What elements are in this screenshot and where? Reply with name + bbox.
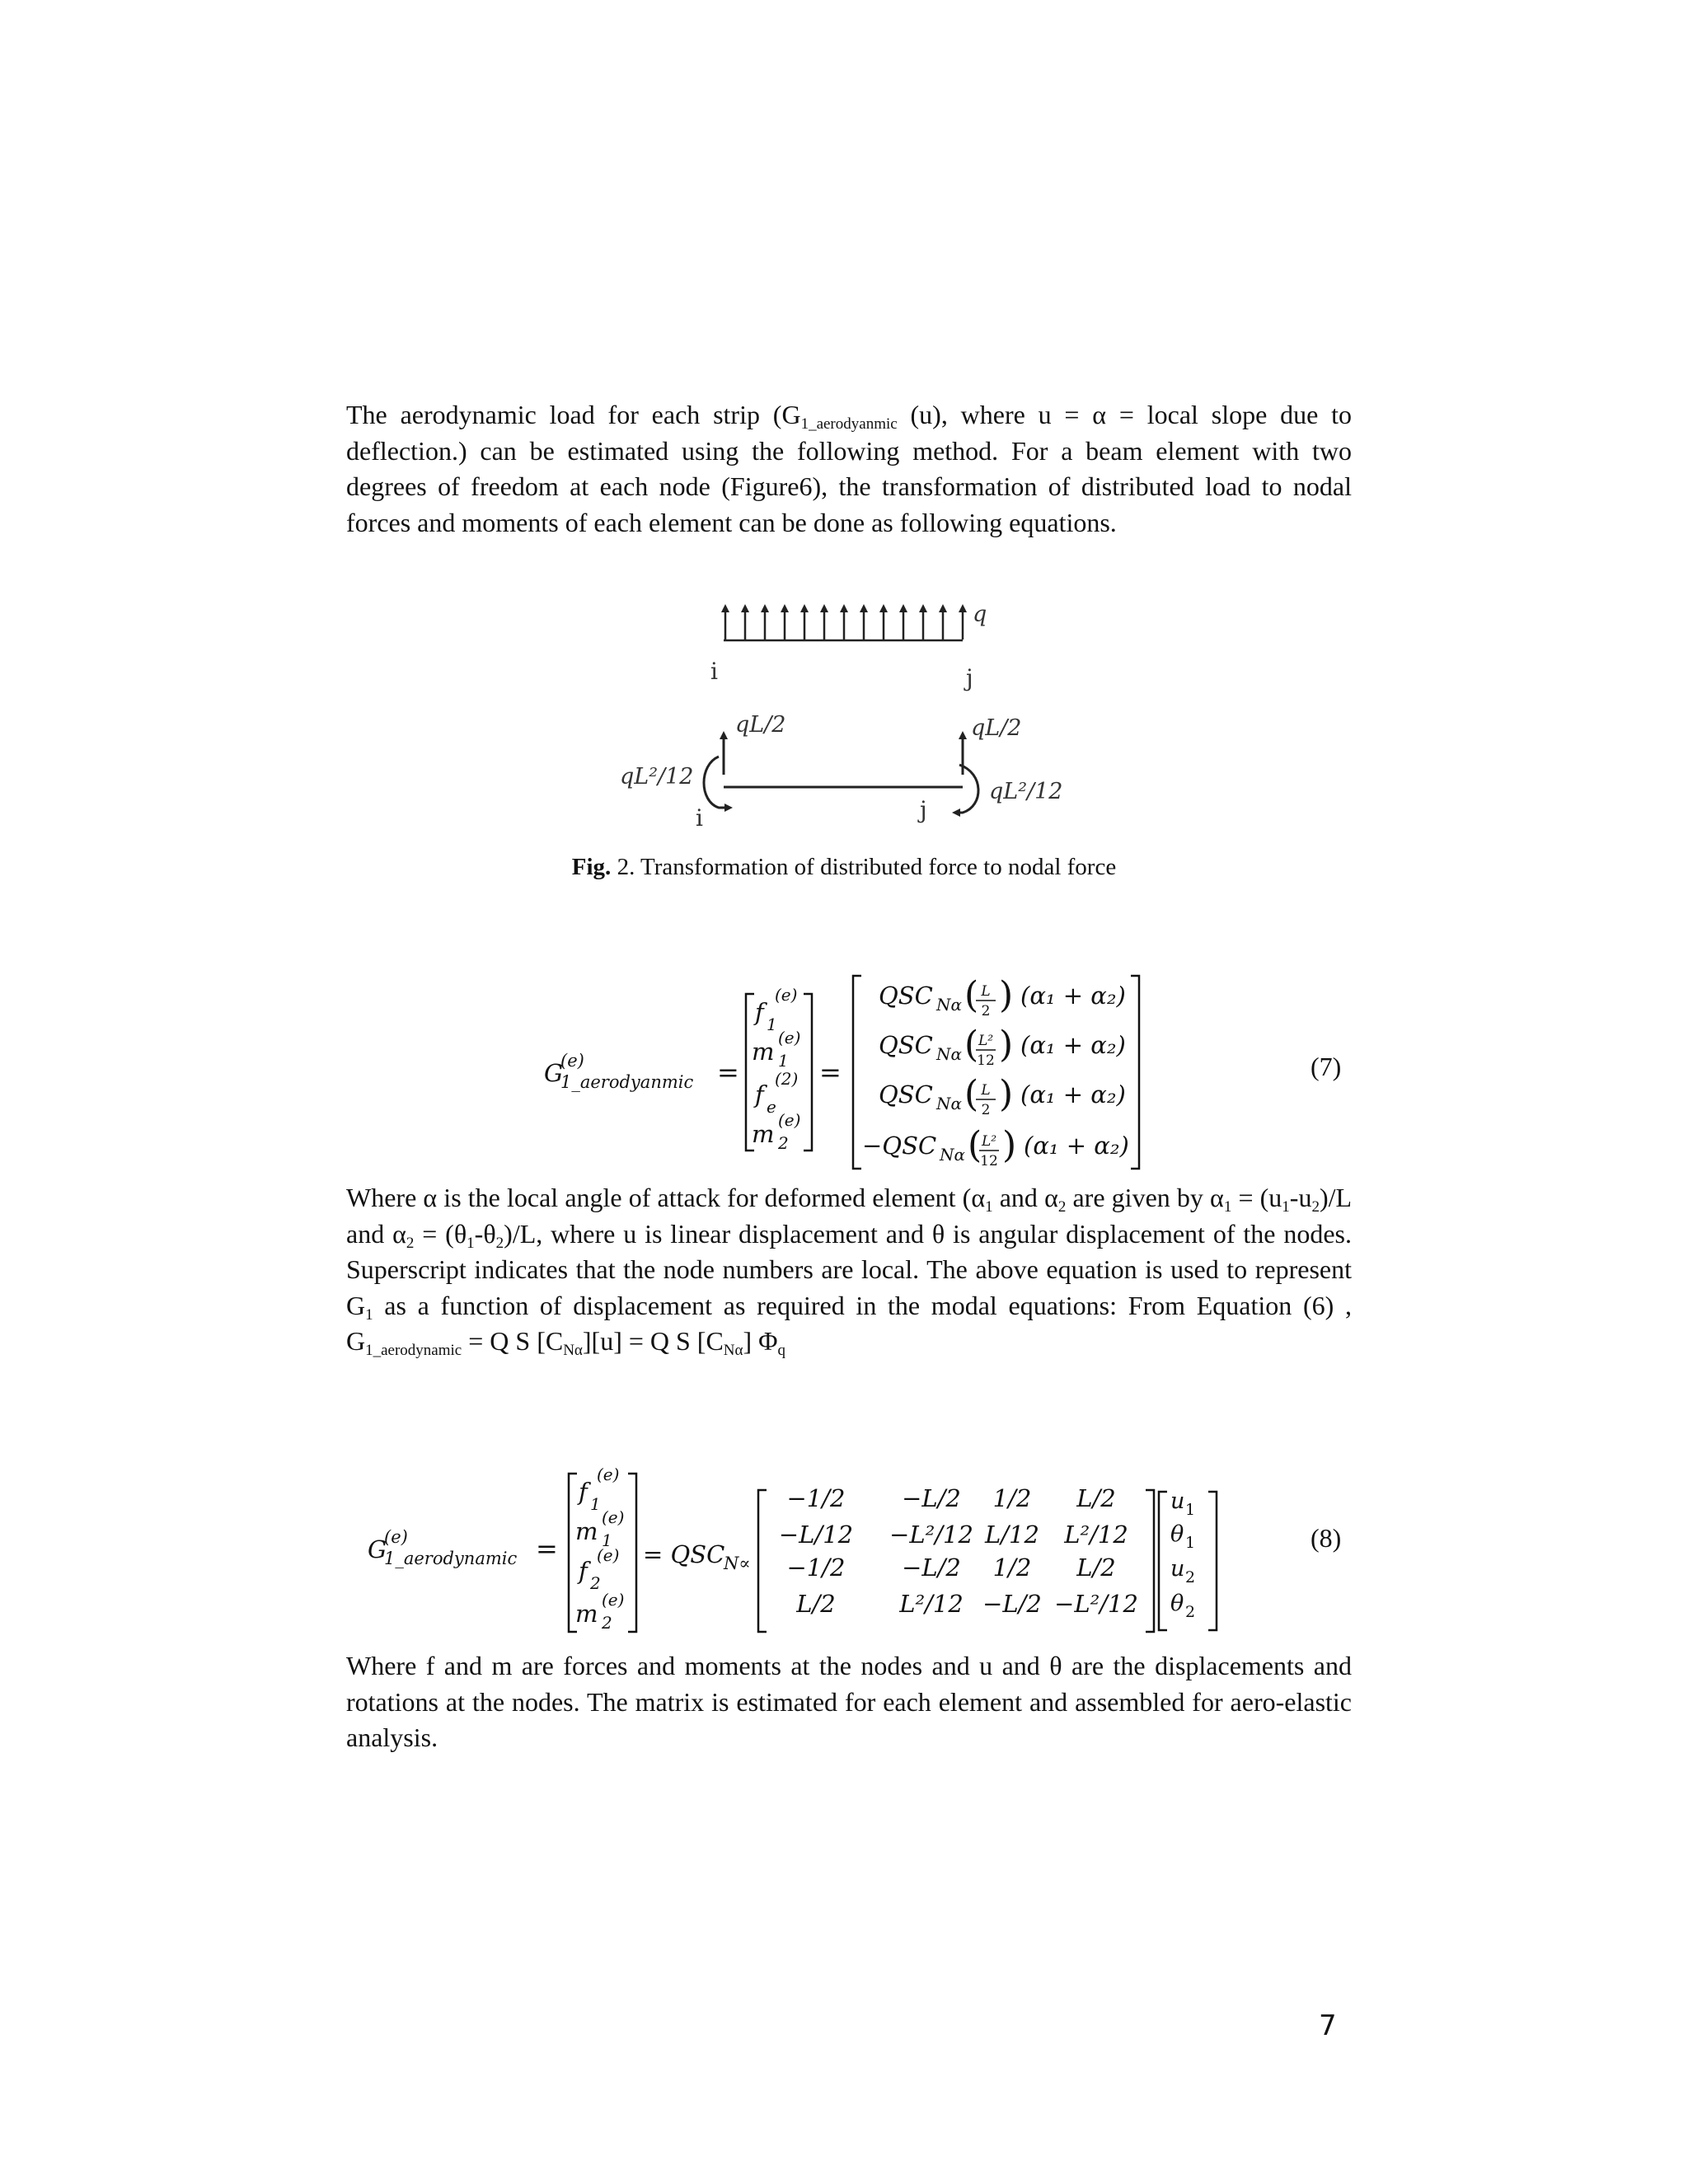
equation-7 bbox=[0, 956, 1688, 1179]
eq7-vec-f2-sup: (2) bbox=[775, 1069, 799, 1089]
eq8-matrix-cell: L²/12 bbox=[899, 1590, 964, 1618]
equation-8-number: (8) bbox=[1311, 1523, 1342, 1553]
eq8-uvec-base: u bbox=[1170, 1488, 1185, 1514]
eq8-matrix-cell: −L²/12 bbox=[889, 1521, 973, 1549]
eq8-lhs-sub: 1_aerodynamic bbox=[384, 1549, 518, 1568]
eq7-vec-f2-base: f bbox=[755, 1080, 764, 1108]
eq8-matrix-cell: −1/2 bbox=[786, 1484, 846, 1512]
eq7-frac-den: 2 bbox=[981, 1102, 991, 1118]
eq7-row-sub: Nα bbox=[936, 1044, 963, 1064]
eq7-paren-close: ) bbox=[999, 1073, 1014, 1115]
eq7-frac-num: L² bbox=[981, 1133, 997, 1150]
eq7-matrix-bracket-right bbox=[1131, 976, 1139, 1169]
eq7-vec-m1-sub: 1 bbox=[778, 1051, 789, 1071]
load-arrows bbox=[725, 608, 963, 640]
eq7-row-tail: (α₁ + α₂) bbox=[1020, 1031, 1126, 1059]
eq7-lhs-G: G bbox=[544, 1059, 564, 1087]
eq7-vec-f1-base: f bbox=[755, 998, 764, 1026]
eq7-row-prefix: QSC bbox=[879, 1080, 933, 1108]
label-i-bottom: i bbox=[696, 804, 703, 832]
eq8-lhs-G: G bbox=[368, 1535, 387, 1563]
paragraph-conclusion: Where f and m are forces and moments at the nodes and u and θ are the displacements and rotations at the nodes. The matrix is estimated for each element and assembled for aero-elastic analysis. bbox=[346, 1651, 1352, 1752]
eq7-row-sub: Nα bbox=[936, 1094, 963, 1113]
eq8-lhs-sup: (e) bbox=[384, 1527, 408, 1547]
paragraph-intro: The aerodynamic load for each strip ($G_{1\_aerodyanmic}$ (u), where u = α = local slope due to deflection.) can be estimated using the following method. For a beam element with two degrees of freedom at each node (Figure6), the transformation of distributed load to nodal forces and moments of each element can be done as following equations. bbox=[346, 400, 1353, 537]
eq7-equals-1: = bbox=[717, 1057, 739, 1088]
eq7-paren-close: ) bbox=[999, 1024, 1014, 1066]
moment-arrow-right bbox=[956, 765, 978, 813]
label-moment-left: qL²/12 bbox=[620, 764, 694, 790]
eq7-paren-close: ) bbox=[1002, 1124, 1017, 1166]
eq7-vec-m2-sup: (e) bbox=[778, 1110, 801, 1130]
eq8-matrix-cell: L/12 bbox=[985, 1521, 1039, 1549]
eq8-uvec-sub: 2 bbox=[1185, 1568, 1196, 1586]
eq8-matrix-cell: 1/2 bbox=[992, 1484, 1032, 1512]
eq7-vec-f2-sub: e bbox=[767, 1097, 776, 1117]
label-j-bottom: j bbox=[920, 796, 927, 823]
page-number: 7 bbox=[1319, 2009, 1337, 2042]
eq7-vec-f1-sup: (e) bbox=[775, 985, 798, 1005]
eq8-uvec-base: θ bbox=[1170, 1521, 1184, 1547]
eq8-matrix-cell: L/2 bbox=[1076, 1484, 1116, 1512]
paragraph-alpha-definition: Where α is the local angle of attack for deformed element ($\alpha_1$ and $\alpha_2$ are given by $\alpha_1 = (u_1-u_2)/L$ and $\alpha_2 = (\theta_1-\theta_2)/L$, where u is linear displacement and θ is angular displacement of the nodes. Superscript indicates that the node numbers are local. The above equation is used to represent $G_1$ as a function of displacement as required in the modal equations: From Equation (6) , $G_{1\_aerodynamic} = Q$ S $[C_{N\alpha}][u] = Q$ S $[C_{N\alpha}]$ $\Phi_q$ bbox=[346, 1183, 1353, 1359]
eq7-row-prefix: −QSC bbox=[862, 1132, 937, 1160]
eq8-coef-prefix: = QSC bbox=[643, 1540, 725, 1568]
eq7-paren-open: ( bbox=[964, 974, 979, 1016]
eq8-vec-m2-base: m bbox=[575, 1600, 598, 1628]
eq7-frac-num: L bbox=[981, 1082, 991, 1099]
eq7-rows bbox=[862, 974, 1129, 1169]
eq8-vec-f2-base: f bbox=[579, 1557, 588, 1585]
equation-7-number: (7) bbox=[1311, 1052, 1342, 1081]
figure-caption: Fig. 2. Transformation of distributed force to nodal force bbox=[571, 854, 1117, 880]
eq8-uvec-bracket-left bbox=[1159, 1492, 1167, 1630]
eq7-matrix-bracket-left bbox=[853, 976, 861, 1169]
eq7-vec-m1-sup: (e) bbox=[778, 1028, 801, 1047]
eq8-vec-m1-sup: (e) bbox=[602, 1507, 625, 1527]
eq7-frac-den: 12 bbox=[977, 1052, 995, 1069]
eq8-vec-m1-base: m bbox=[575, 1517, 598, 1545]
eq8-uvec-bracket-right bbox=[1208, 1492, 1217, 1630]
eq7-vec-m1-base: m bbox=[752, 1038, 775, 1066]
eq8-matrix-cell: −L/2 bbox=[902, 1484, 961, 1512]
eq8-matrix-cell: 1/2 bbox=[992, 1554, 1032, 1582]
equation-8 bbox=[0, 1451, 1688, 1648]
label-force-left: qL/2 bbox=[735, 712, 786, 738]
eq8-vec-f1-sub: 1 bbox=[590, 1494, 601, 1514]
eq7-paren-open: ( bbox=[968, 1124, 982, 1166]
eq7-vec-m2-sub: 2 bbox=[778, 1133, 789, 1153]
eq7-frac-den: 12 bbox=[980, 1153, 998, 1169]
eq7-vector-bracket-right bbox=[804, 994, 812, 1151]
eq7-frac-num: L bbox=[981, 983, 991, 1000]
eq7-paren-open: ( bbox=[964, 1073, 979, 1115]
eq8-matrix-cell: L/2 bbox=[796, 1590, 836, 1618]
label-q: q bbox=[973, 602, 987, 627]
eq8-vec-m2-sub: 2 bbox=[602, 1613, 612, 1633]
eq7-vec-f1-sub: 1 bbox=[767, 1015, 777, 1034]
eq8-uvec-sub: 2 bbox=[1185, 1603, 1196, 1621]
eq8-uvec-base: u bbox=[1170, 1556, 1185, 1582]
eq8-uvec-sub: 1 bbox=[1185, 1534, 1196, 1552]
label-j-top: j bbox=[966, 664, 973, 691]
label-i-top: i bbox=[710, 658, 718, 685]
eq8-vec-m1-sub: 1 bbox=[602, 1530, 612, 1550]
eq7-row-sub: Nα bbox=[936, 995, 963, 1015]
eq7-lhs-sub: 1_aerodyanmic bbox=[560, 1072, 694, 1092]
eq8-matrix-cell: −1/2 bbox=[786, 1554, 846, 1582]
eq7-row-prefix: QSC bbox=[879, 982, 933, 1010]
eq7-equals-2: = bbox=[819, 1057, 842, 1088]
eq8-matrix bbox=[779, 1484, 1138, 1618]
eq8-matrix-cell: L²/12 bbox=[1064, 1521, 1128, 1549]
eq8-vec-f1-sup: (e) bbox=[597, 1465, 620, 1484]
figure-distributed-to-nodal bbox=[0, 577, 1688, 841]
eq8-matrix-bracket-right bbox=[1146, 1490, 1154, 1632]
eq7-row-tail: (α₁ + α₂) bbox=[1024, 1132, 1129, 1160]
eq8-vec-f2-sup: (e) bbox=[597, 1545, 620, 1565]
eq8-vec-m2-sup: (e) bbox=[602, 1590, 625, 1610]
eq7-row-tail: (α₁ + α₂) bbox=[1020, 1080, 1126, 1108]
eq8-u-vector bbox=[1170, 1488, 1195, 1621]
eq8-vec-f1-base: f bbox=[579, 1478, 588, 1506]
distributed-load bbox=[724, 608, 963, 640]
eq7-vec-m2-base: m bbox=[752, 1120, 775, 1148]
eq8-vector-bracket-right bbox=[628, 1474, 636, 1632]
eq8-vec-f2-sub: 2 bbox=[590, 1573, 601, 1593]
eq8-matrix-cell: −L/12 bbox=[778, 1521, 854, 1549]
eq8-matrix-bracket-left bbox=[758, 1490, 767, 1632]
eq8-uvec-sub: 1 bbox=[1185, 1501, 1196, 1519]
label-moment-right: qL²/12 bbox=[989, 779, 1063, 804]
eq7-lhs-sup: (e) bbox=[560, 1051, 584, 1071]
eq8-equals-1: = bbox=[536, 1533, 558, 1564]
label-force-right: qL/2 bbox=[971, 715, 1022, 741]
eq7-row-sub: Nα bbox=[940, 1145, 966, 1165]
eq7-paren-close: ) bbox=[999, 974, 1014, 1016]
eq7-paren-open: ( bbox=[964, 1024, 979, 1066]
eq7-frac-num: L² bbox=[978, 1033, 994, 1049]
eq8-coef-sub: N∝ bbox=[724, 1554, 751, 1573]
eq8-matrix-cell: L/2 bbox=[1076, 1554, 1116, 1582]
eq7-row-prefix: QSC bbox=[879, 1031, 933, 1059]
eq7-row-tail: (α₁ + α₂) bbox=[1020, 982, 1126, 1010]
eq8-matrix-cell: −L/2 bbox=[982, 1590, 1042, 1618]
eq8-matrix-cell: −L²/12 bbox=[1054, 1590, 1138, 1618]
eq8-matrix-cell: −L/2 bbox=[902, 1554, 961, 1582]
eq8-uvec-base: θ bbox=[1170, 1591, 1184, 1616]
eq7-frac-den: 2 bbox=[981, 1003, 991, 1019]
